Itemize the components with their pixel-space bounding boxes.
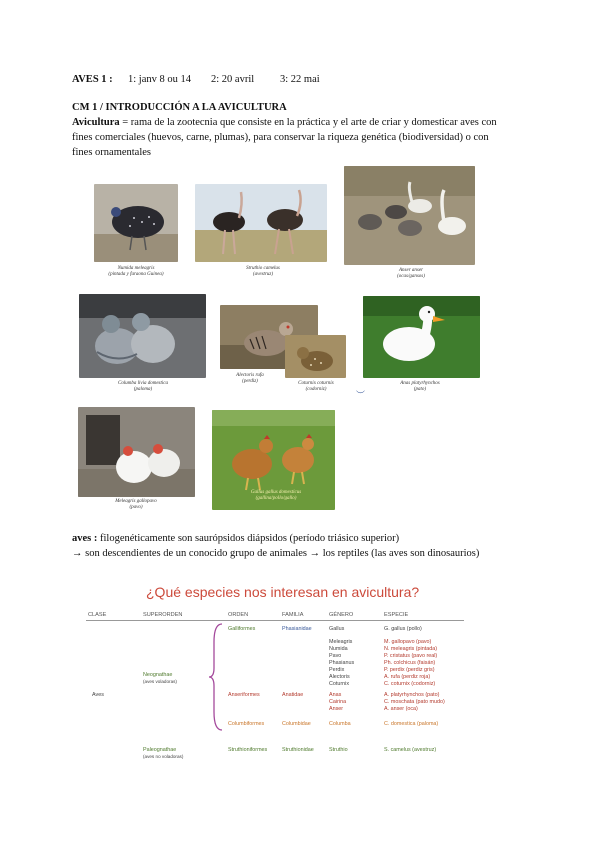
familia-struthionidae: Struthionidae — [282, 747, 314, 753]
especie-alectoris: A. rufa (perdiz roja) — [384, 674, 431, 680]
caption-duck: Anas platyrhynchos (pato) — [400, 381, 440, 392]
especie-perdix: P. perdix (perdiz gris) — [384, 667, 435, 673]
genero-anser: Anser — [329, 706, 344, 712]
orden-columbiformes: Columbiformes — [228, 721, 265, 727]
turkey-photo — [78, 407, 195, 497]
genero-pavo: Pavo — [329, 653, 342, 659]
especie-anas: A. platyrhynchos (pato) — [384, 692, 440, 698]
header-orden: ORDEN — [228, 612, 249, 618]
header-familia: FAMILIA — [282, 612, 304, 618]
aves-note-line-1 — [72, 531, 399, 546]
especie-gallus: G. gallus (pollo) — [384, 626, 422, 632]
caption-guinea-fowl: Numida meleagris (pintada y faraona Guinea) — [108, 266, 164, 277]
pigeon-photo — [79, 294, 206, 378]
aves-note-text: filogenéticamente son saurópsidos diápsidos (período triásico superior) — [97, 533, 400, 544]
definition-paragraph — [72, 115, 532, 160]
caption-pigeon: Columba livia domestica (paloma) — [118, 381, 168, 392]
genero-phasianus: Phasianus — [329, 660, 355, 666]
genero-anas: Anas — [329, 692, 342, 698]
caption-ostrich: Struthio camelus (avestruz) — [246, 266, 280, 277]
definition-line-2: fines comerciales (huevos, carne, plumas), para conservar la riqueza genética (biodiversidad) o con — [72, 132, 489, 143]
exam-date-3: 3: 22 mai — [280, 74, 320, 85]
caption-geese: Anser anser (ocas/gansos) — [397, 268, 425, 279]
especie-meleagris: M. gallopavo (pavo) — [384, 639, 432, 645]
ostrich-photo — [195, 184, 327, 262]
orden-anseriformes: Anseriformes — [228, 692, 260, 698]
superorden-paleognathae: Paleognathae — [143, 747, 177, 753]
genero-numida: Numida — [329, 646, 348, 652]
especie-numida: N. meleagris (pintada) — [384, 646, 438, 652]
duck-photo — [363, 296, 480, 378]
caption-turkey: Meleagris gallopavo (pavo) — [115, 499, 157, 510]
exam-date-1: 1: janv 8 ou 14 — [128, 74, 191, 85]
geese-photo — [344, 166, 475, 265]
header-especie: ESPECIE — [384, 612, 409, 618]
genero-perdix: Perdix — [329, 667, 345, 673]
genero-gallus: Gallus — [329, 626, 345, 632]
especie-phasianus: Ph. colchicus (faisán) — [384, 660, 436, 666]
course-title: AVES 1 : — [72, 74, 113, 85]
exam-date-2: 2: 20 avril — [211, 74, 255, 85]
quail-photo — [285, 335, 346, 378]
familia-anatidae: Anatidae — [282, 692, 304, 698]
especie-struthio: S. camelus (avestruz) — [384, 747, 437, 753]
bracket-icon — [208, 622, 226, 732]
especie-coturnix: C. coturnix (codorniz) — [384, 681, 436, 687]
header-superorden: SUPERORDEN — [143, 612, 183, 618]
especie-cairina: C. moschata (pato mudo) — [384, 699, 445, 705]
definition-term: Avicultura — [72, 117, 120, 128]
section-title: CM 1 / INTRODUCCIÓN A LA AVICULTURA — [72, 102, 287, 113]
orden-galliformes: Galliformes — [228, 626, 256, 632]
familia-phasianidae: Phasianidae — [282, 626, 312, 632]
genero-struthio: Struthio — [329, 747, 348, 753]
especie-pavo: P. cristatus (pavo real) — [384, 653, 438, 659]
especie-anser: A. anser (oca) — [384, 706, 418, 712]
genero-meleagris: Meleagris — [329, 639, 353, 645]
familia-columbidae: Columbidae — [282, 721, 311, 727]
aves-note-term: aves : — [72, 533, 98, 544]
definition-line-3: fines ornamentales — [72, 147, 152, 158]
superorden-neognathae: Neognathae — [143, 672, 173, 678]
genero-cairina: Cairina — [329, 699, 347, 705]
header-genero: GÉNERO — [329, 612, 354, 618]
especie-columba: C. domestica (paloma) — [384, 721, 439, 727]
header-clase: CLASE — [88, 612, 107, 618]
definition-line-1: = rama de la zootecnia que consiste en la práctica y el arte de criar y domesticar aves con — [119, 117, 497, 128]
clase-aves: Aves — [92, 692, 104, 698]
genero-alectoris: Alectoris — [329, 674, 350, 680]
orden-struthioniformes: Struthioniformes — [228, 747, 268, 753]
superorden-paleognathae-sub: (aves no voladoras) — [143, 754, 184, 759]
superorden-neognathae-sub: (aves voladoras) — [143, 679, 177, 684]
caption-quail: Coturnix coturnix (codorniz) — [298, 381, 334, 392]
aves-note-line-2: → son descendientes de un conocido grupo de animales → los reptiles (las aves son dinosaurios) — [72, 548, 480, 559]
guinea-fowl-photo — [94, 184, 178, 262]
slide-title: ¿Qué especies nos interesan en avicultura? — [146, 584, 420, 600]
header-divider — [86, 620, 464, 621]
caption-partridge: Alectoris rufa (perdiz) — [236, 373, 264, 384]
genero-coturnix: Coturnix — [329, 681, 350, 687]
caption-chicken: Gallus gallus domesticus (gallina/pollo/gallo) — [250, 490, 302, 501]
genero-columba: Columba — [329, 721, 351, 727]
stray-mark: ︶ — [356, 390, 366, 400]
